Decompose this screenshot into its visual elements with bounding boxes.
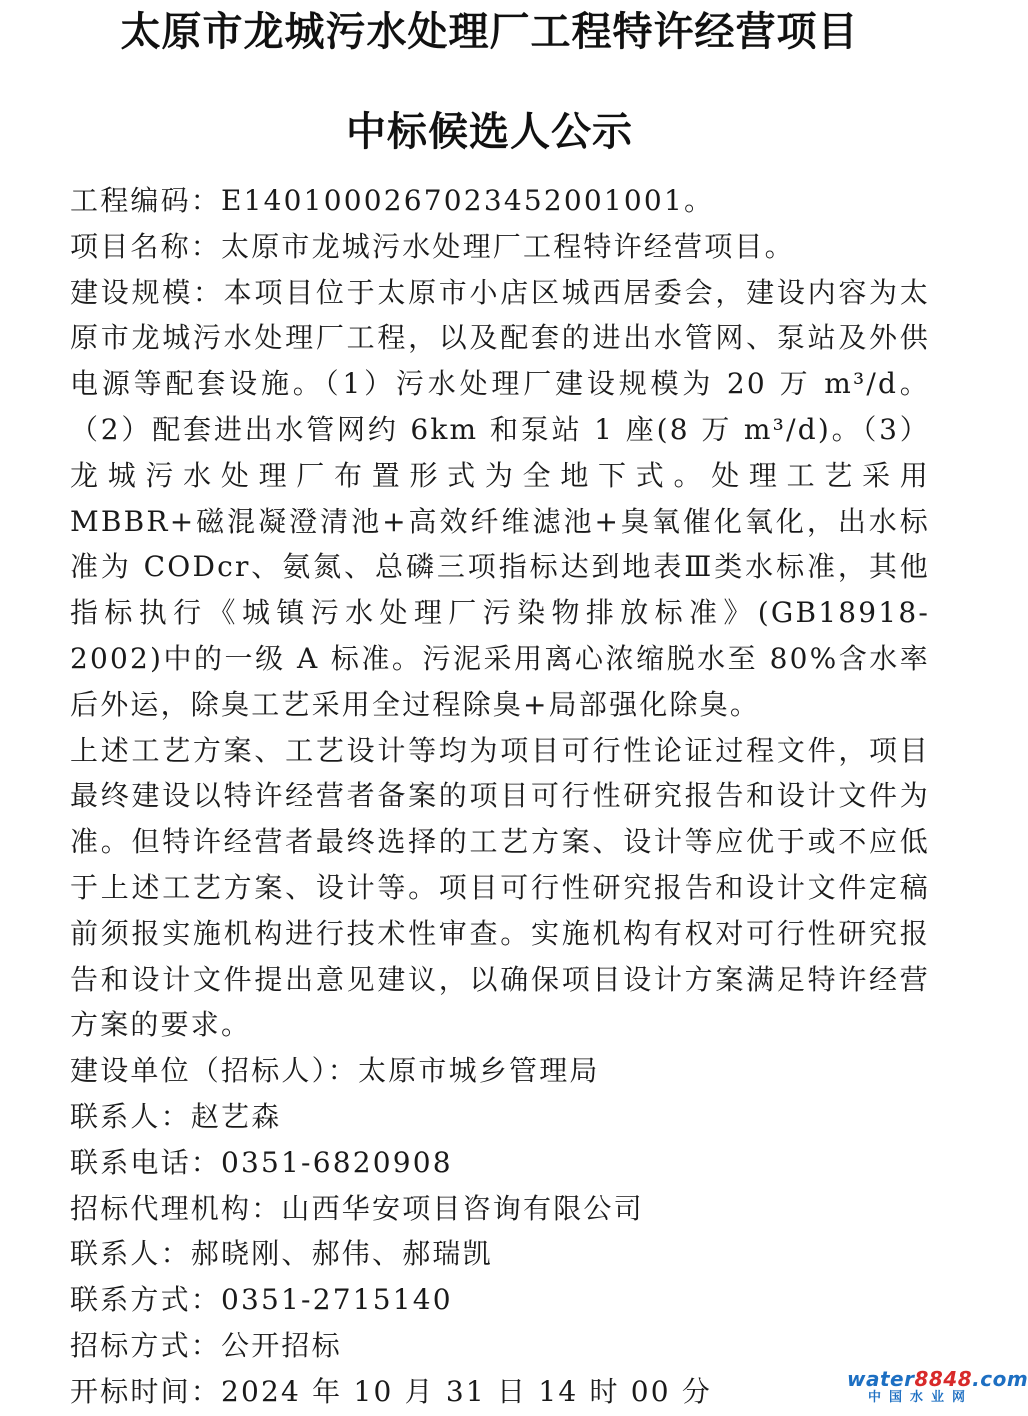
owner-phone: 联系电话：0351-6820908 — [70, 1145, 453, 1179]
document-body — [70, 178, 930, 1415]
process-note: 上述工艺方案、工艺设计等均为项目可行性论证过程文件，项目最终建设以特许经营者备案的项目可行性研究报告和设计文件为准。但特许经营者最终选择的工艺方案、设计等应优于或不应低于上述工艺方案、设计等。项目可行性研究报告和设计文件定稿前须报实施机构进行技术性审查。实施机构有权对可行性研究报告和设计文件提出意见建议，以确保项目设计方案满足特许经营方案的要求。 — [70, 733, 930, 1042]
document-title-line-1: 太原市龙城污水处理厂工程特许经营项目 — [120, 9, 859, 55]
bid-opening-time: 开标时间：2024 年 10 月 31 日 14 时 00 分 — [70, 1374, 713, 1408]
watermark-subtitle: 中国水业网 — [867, 1390, 973, 1405]
bidding-method: 招标方式：公开招标 — [70, 1328, 342, 1362]
document-title-line-2: 中标候选人公示 — [346, 109, 633, 155]
owner-contact-person: 联系人：赵艺森 — [70, 1099, 282, 1133]
project-name: 项目名称：太原市龙城污水处理厂工程特许经营项目。 — [70, 229, 795, 263]
agency-phone: 联系方式：0351-2715140 — [70, 1283, 453, 1317]
site-watermark-logo — [847, 1367, 1028, 1412]
agency-contact-person: 联系人：郝晓刚、郝伟、郝瑞凯 — [70, 1237, 493, 1271]
watermark-brand: water8848.com — [847, 1367, 1028, 1391]
project-code: 工程编码：E1401000267023452001001。 — [70, 184, 715, 217]
construction-scale: 建设规模：本项目位于太原市小店区城西居委会，建设内容为太原市龙城污水处理厂工程，以及配套的进出水管网、泵站及外供电源等配套设施。（1）污水处理厂建设规模为 20 万 m³/d。（2）配套进出水管网约 6km 和泵站 1 座(8 万 m³/d)。（3）龙城污水处理厂布置形式为全地下式。处理工艺采用 MBBR+磁混凝澄清池+高效纤维滤池+臭氧催化氧化，出水标准为 CODcr、氨氮、总磷三项指标达到地表Ⅲ类水标准，其他指标执行《城镇污水处理厂污染物排放标准》(GB18918-2002)中的一级 A 标准。污泥采用离心浓缩脱水至 80%含水率后外运，除臭工艺采用全过程除臭+局部强化除臭。 — [70, 275, 930, 721]
bidding-agency: 招标代理机构：山西华安项目咨询有限公司 — [70, 1191, 644, 1225]
owner-unit: 建设单位（招标人）：太原市城乡管理局 — [70, 1054, 600, 1088]
